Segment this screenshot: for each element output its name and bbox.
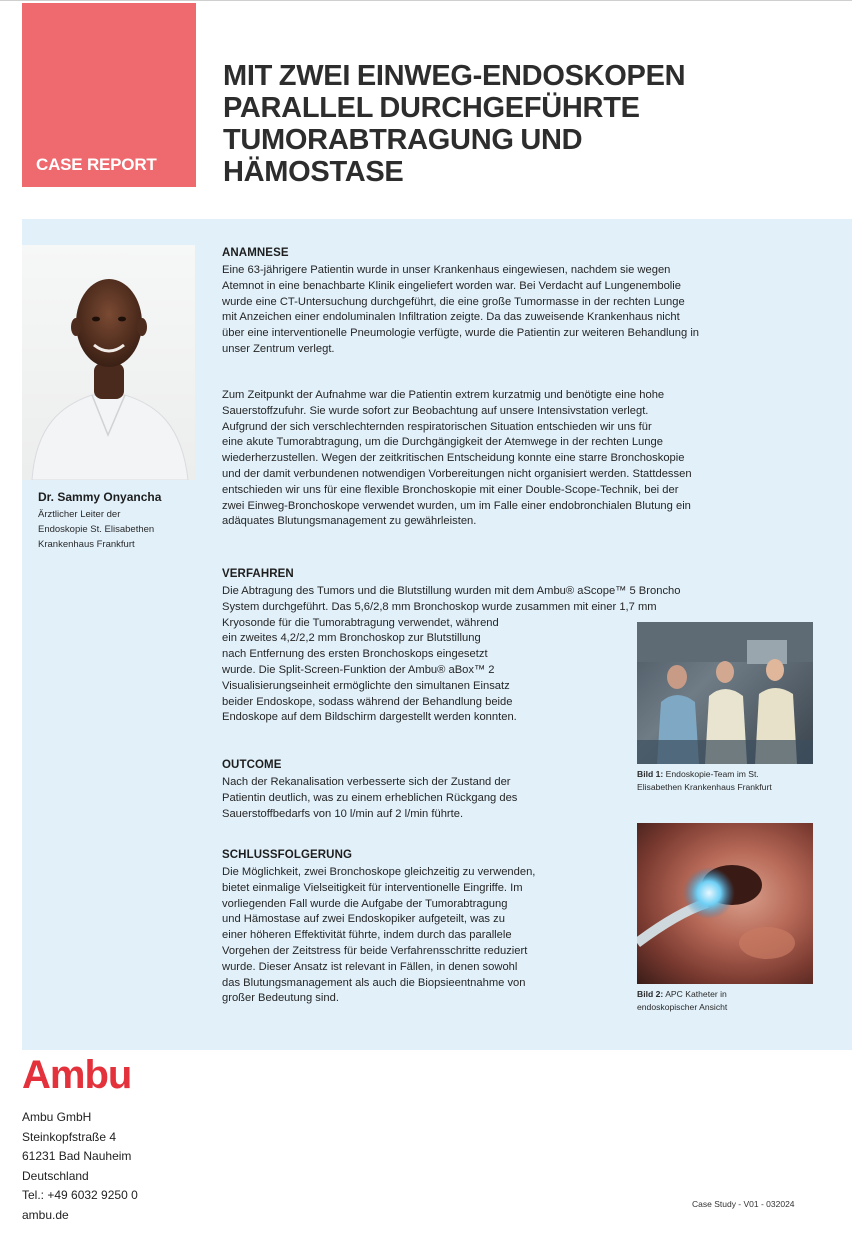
title-line: MIT ZWEI EINWEG-ENDOSKOPEN — [223, 60, 686, 92]
text-line: Nach der Rekanalisation verbesserte sich der Zustand der — [222, 776, 511, 788]
figure-2-label: Bild 2: — [637, 989, 664, 999]
ambu-logo: Ambu — [22, 1053, 132, 1097]
address-line: Steinkopfstraße 4 — [22, 1129, 117, 1144]
text-line: ein zweites 4,2/2,2 mm Bronchoskop zur Blutstillung — [222, 632, 481, 645]
text-line: Die Möglichkeit, zwei Bronchoskope gleichzeitig zu verwenden, — [222, 866, 536, 878]
text-line: wurde. Die Split-Screen-Funktion der Ambu® aBox™ 2 — [222, 663, 495, 676]
company-address — [22, 1108, 138, 1225]
text-line: Patientin deutlich, was zu einem erheblichen Rückgang des — [222, 791, 518, 804]
author-role-line: Ärztlicher Leiter der — [38, 509, 121, 520]
address-line: 61231 Bad Nauheim — [22, 1149, 132, 1163]
figure-1-caption — [637, 768, 827, 794]
page-title — [223, 60, 823, 188]
team-photo-illustration — [637, 622, 813, 764]
text-line: Endoskope auf dem Bildschirm dargestellt werden konnten. — [222, 711, 517, 724]
author-role — [38, 507, 198, 552]
anamnese-paragraph-2 — [222, 388, 692, 530]
caption-line: endoskopischer Ansicht — [637, 1002, 728, 1012]
text-line: bietet einmalige Vielseitigkeit für interventionelle Eingriffe. Im — [222, 881, 523, 894]
text-line: nach Entfernung des ersten Bronchoskops eingesetzt — [222, 648, 488, 661]
title-line: TUMORABTRAGUNG UND — [223, 124, 583, 156]
portrait-illustration — [22, 245, 195, 480]
heading-schlussfolgerung: SCHLUSSFOLGERUNG — [222, 849, 353, 861]
figure-1-caption-text: Endoskopie-Team im St. — [665, 769, 759, 779]
text-line: einer höheren Effektivität führte, indem durch das parallele — [222, 929, 512, 942]
text-line: Aufgrund der sich verschlechternden respiratorischen Situation entschieden wir uns für — [222, 420, 652, 433]
text-line: Visualisierungseinheit ermöglichte den simultanen Einsatz — [222, 679, 510, 692]
text-line: Sauerstoffbedarfs von 10 l/min auf 2 l/min führte. — [222, 807, 464, 820]
badge-label: CASE REPORT — [36, 155, 157, 174]
endoscopic-view-illustration — [637, 823, 813, 984]
text-line: eine akute Tumorabtragung, um die Durchgängigkeit der Atemwege in der rechten Lunge — [222, 436, 663, 449]
anamnese-paragraph-1 — [222, 263, 699, 358]
text-line: Sauerstoffzufuhr. Sie wurde sofort zur Beobachtung auf unsere Intensivstation verlegt. — [222, 404, 649, 417]
caption-line: Elisabethen Krankenhaus Frankfurt — [637, 782, 772, 792]
text-line: entschieden wir uns für eine flexible Bronchoskopie mit einer Double-Scope-Technik, bei der — [222, 483, 679, 496]
text-line: das Blutungsmanagement als auch die Biopsieentnahme von — [222, 976, 526, 989]
text-line: beider Endoskope, sodass während der Behandlung beide — [222, 695, 513, 708]
author-name: Dr. Sammy Onyancha — [38, 490, 162, 504]
address-line: Deutschland — [22, 1168, 89, 1183]
figure-1-team-photo — [637, 622, 813, 764]
phone-number: Tel.: +49 6032 9250 0 — [22, 1188, 138, 1202]
text-line: System durchgeführt. Das 5,6/2,8 mm Bronchoskop wurde zusammen mit einer 1,7 mm — [222, 600, 657, 613]
schluss-paragraph — [222, 865, 535, 1007]
heading-anamnese: ANAMNESE — [222, 247, 289, 259]
heading-verfahren: VERFAHREN — [222, 568, 294, 580]
outcome-paragraph — [222, 775, 517, 822]
caption-line — [637, 988, 827, 1001]
author-portrait — [22, 245, 195, 480]
document-id: Case Study - V01 - 032024 — [692, 1199, 795, 1209]
text-line: großer Bedeutung sind. — [222, 992, 339, 1005]
text-line: Zum Zeitpunkt der Aufnahme war die Patientin extrem kurzatmig und benötigte eine hohe — [222, 389, 665, 401]
title-line: PARALLEL DURCHGEFÜHRTE — [223, 92, 640, 124]
website-link[interactable]: ambu.de — [22, 1207, 69, 1222]
address-line: Ambu GmbH — [22, 1110, 92, 1124]
text-line: mit Anzeichen einer endoluminalen Infiltration zeigte. Da das zuweisende Krankenhaus nicht — [222, 311, 680, 324]
author-role-line: Krankenhaus Frankfurt — [38, 539, 135, 550]
top-rule — [0, 0, 852, 1]
content-panel — [22, 219, 852, 1050]
text-line: Kryosonde für die Tumorabtragung verwendet, während — [222, 616, 499, 629]
text-line: Eine 63-jährigere Patientin wurde in unser Krankenhaus eingewiesen, nachdem sie wegen — [222, 264, 671, 276]
text-line: vorliegenden Fall wurde die Aufgabe der Tumorabtragung — [222, 897, 508, 910]
text-line: wiederherzustellen. Wegen der zeitkritischen Entscheidung konnte eine starre Bronchoskopie — [222, 452, 685, 465]
text-line: und der damit verbundenen notwendigen Vorbereitungen nicht organisiert werden. Stattdessen — [222, 467, 692, 480]
text-line: Atemnot in eine benachbarte Klinik eingeliefert worden war. Bei Verdacht auf Lungenembolie — [222, 279, 681, 292]
text-line: wurde. Dieser Ansatz ist relevant in Fällen, in denen sowohl — [222, 960, 518, 973]
text-line: und Hämostase auf zwei Endoskopiker aufgeteilt, was zu — [222, 913, 505, 926]
text-line: Vorgehen der Zeitstress für beide Verfahrensschritte reduziert — [222, 944, 528, 957]
text-line: Die Abtragung des Tumors und die Blutstillung wurden mit dem Ambu® aScope™ 5 Broncho — [222, 585, 681, 597]
figure-1-label: Bild 1: — [637, 769, 664, 779]
figure-2-endoscopic-view — [637, 823, 813, 984]
text-line: wurde eine CT-Untersuchung durchgeführt, die eine große Tumormasse in der rechten Lunge — [222, 295, 685, 308]
text-line: unser Zentrum verlegt. — [222, 342, 335, 355]
figure-2-caption — [637, 988, 827, 1014]
title-line: HÄMOSTASE — [223, 156, 404, 188]
heading-outcome: OUTCOME — [222, 759, 282, 771]
author-role-line: Endoskopie St. Elisabethen — [38, 524, 155, 535]
text-line: adäquates Blutungsmanagement zu gewährleisten. — [222, 515, 477, 528]
figure-2-caption-text: APC Katheter in — [665, 989, 727, 999]
text-line: zwei Einweg-Bronchoskope verwendet wurden, um im Falle einer endobronchialen Blutung ein — [222, 499, 691, 512]
verfahren-paragraph — [222, 584, 680, 726]
case-report-badge — [22, 3, 196, 187]
text-line: über eine interventionelle Pneumologie verfügte, wurde die Patientin zur weiteren Behandlung in — [222, 327, 700, 340]
caption-line — [637, 768, 827, 781]
